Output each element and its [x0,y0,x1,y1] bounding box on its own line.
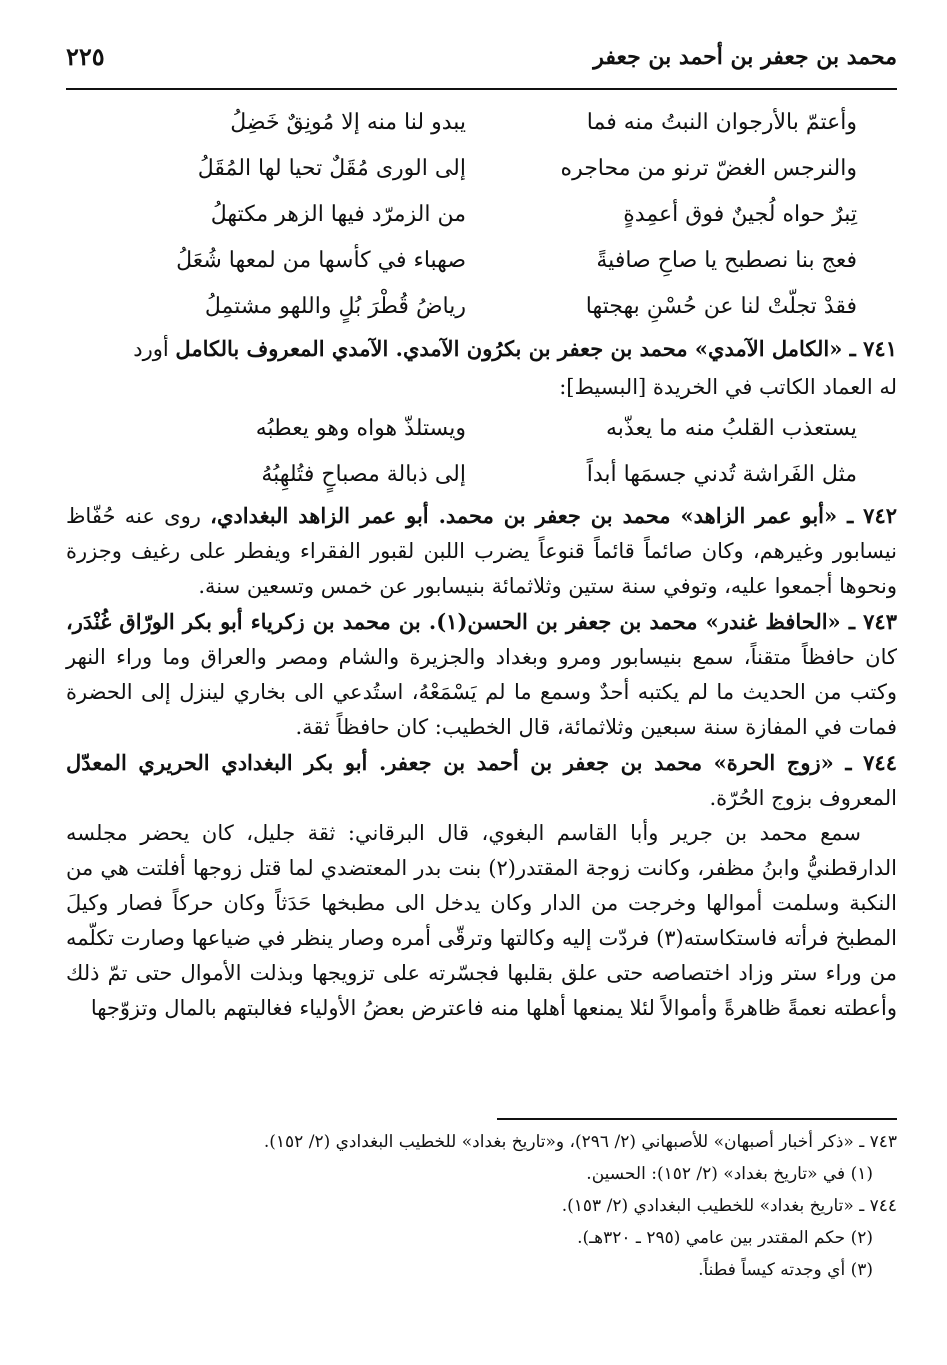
entry-741 [66,330,897,406]
verse-second-hemistich: ويستلذّ هواه وهو يعطبُه [255,416,466,441]
verse-second-hemistich: من الزمرّد فيها الزهر مكتهلُ [210,202,466,227]
footnote-source-743: ٧٤٣ ـ «ذكر أخبار أصبهان» للأصبهاني (٢/ ٢٩٦)، و«تاريخ بغداد» للخطيب البغدادي (٢/ ١٥٢). [263,1132,897,1152]
footnote-divider [497,1118,897,1120]
verse-first-hemistich: تِبرٌ حواه لُجينٌ فوق أعمِدةٍ [623,202,857,227]
entry-743-text: كان حافظاً متقناً، سمع بنيسابور ومرو وبغداد والجزيرة والشام ومصر والعراق وما وراء النهر وكتب من الحديث ما لم يكتبه أحدٌ وسمع ما لم يَسْمَعْهُ، استُدعي الى بخاري لينزل إلى الحضرة فمات في المفازة سنة سبعين وثلاثمائة، قال الخطيب: كان حافظاً ثقة. [66,645,897,739]
footnote-source-744: ٧٤٤ ـ «تاريخ بغداد» للخطيب البغدادي (٢/ ١٥٣). [561,1196,897,1216]
verse [66,146,897,192]
verse-first-hemistich: يستعذب القلبُ منه ما يعذّبه [606,416,857,441]
verse [66,284,897,330]
verse [66,100,897,146]
verse-first-hemistich: فعج بنا نصطبح يا صاحِ صافيةً [596,248,857,273]
verse-second-hemistich: صهباء في كأسها من لمعها شُعَلُ [176,248,466,273]
running-title: محمد بن جعفر بن أحمد بن جعفر [593,44,897,70]
verse-second-hemistich: رياضُ قُطْرَ بُلٍ واللهو مشتمِلُ [204,294,466,319]
entry-743-heading: ٧٤٣ ـ «الحافظ غندر» محمد بن جعفر بن الحسن(١). بن محمد بن زكرياء أبو بكر الورّاق غُنْدَر، [66,609,897,634]
verse [66,406,897,452]
footnote-3: (٣) أي وجدته كيساً فطناً. [698,1260,873,1280]
poem-2 [66,406,897,498]
verse-first-hemistich: وأعتمّ بالأرجوان النبتُ منه فما [586,110,857,135]
verse-second-hemistich: إلى ذبالة مصباحٍ فتُلهِبُهُ [261,462,466,487]
verse-first-hemistich: مثل الفَراشة تُدني جسمَها أبداً [586,462,857,487]
footnotes [66,1118,897,1286]
entry-744 [66,745,897,816]
page-number: ٢٢٥ [66,42,105,71]
entry-741-heading: ٧٤١ ـ «الكامل الآمدي» محمد بن جعفر بن بكرُون الآمدي. الآمدي المعروف بالكامل [175,336,897,361]
footnote-2: (٢) حكم المقتدر بين عامي (٢٩٥ ـ ٣٢٠هـ). [577,1228,873,1248]
entry-742-heading: ٧٤٢ ـ «أبو عمر الزاهد» محمد بن جعفر بن محمد. أبو عمر الزاهد البغدادي، [210,503,898,528]
verse [66,192,897,238]
verse [66,452,897,498]
entry-744-heading: ٧٤٤ ـ «زوج الحرة» محمد بن جعفر بن أحمد بن جعفر. أبو بكر البغدادي الحريري المعدّل [66,750,897,775]
verse-second-hemistich: إلى الورى مُقَلٌ تحيا لها المُقَلُ [197,156,466,181]
entry-742-text: روى عنه حُفّاظ نيسابور وغيرهم، وكان صائماً قائماً قنوعاً يضرب اللبن لقبور الفقراء ويفطر على رغيف وجزرة ونحوها أجمعوا عليه، وتوفي سنة ستين وثلاثمائة بنيسابور عن خمس وتسعين سنة. [66,504,897,598]
entry-743 [66,604,897,745]
verse-first-hemistich: والنرجس الغضّ ترنو من محاجره [560,156,857,181]
entry-741-intro: له العماد الكاتب في الخريدة [البسيط]: [559,375,897,399]
entry-744-text: المعروف بزوج الحُرّة. [709,786,897,810]
entry-742 [66,498,897,604]
verse-second-hemistich: يبدو لنا منه إلا مُونِقٌ خَضِلُ [230,110,466,135]
page-body [66,100,897,1026]
entry-744-paragraph: سمع محمد بن جرير وأبا القاسم البغوي، قال البرقاني: ثقة جليل، كان يحضر مجلسه الدارقطنيُّ وابنُ مظفر، وكانت زوجة المقتدر(٢) بنت بدر المعتضدي لما قتل زوجها أفلتت هي من النكبة وسلمت أموالها وخرجت من الدار وكان يدخل الى مطبخها حَدَثاً وكان حركاً فصار وكيلَ المطبخ فرأته فاستكاسته(٣) فردّت إليه وكالتها وترقّى أمره وصار ينظر في ضياعها وصارت تكلّمه من وراء ستر وزاد اختصاصه حتى علق بقلبها فجسّرته على تزويجها وبذلت الأموال حتى تمّ ذلك وأعطته نعمةً ظاهرةً وأموالاً لئلا يمنعها أهلها منه فاعترض بعضُ الأولياء فغالبتهم بالمال وتزوّجها [66,821,898,1020]
entry-741-heading-tail: أورد [133,337,176,361]
footnote-1: (١) في «تاريخ بغداد» (٢/ ١٥٢): الحسين. [586,1164,873,1184]
verse [66,238,897,284]
poem-1 [66,100,897,330]
verse-first-hemistich: فقدْ تجلّتْ لنا عن حُسْنِ بهجتها [585,294,857,319]
page-header [66,36,897,90]
